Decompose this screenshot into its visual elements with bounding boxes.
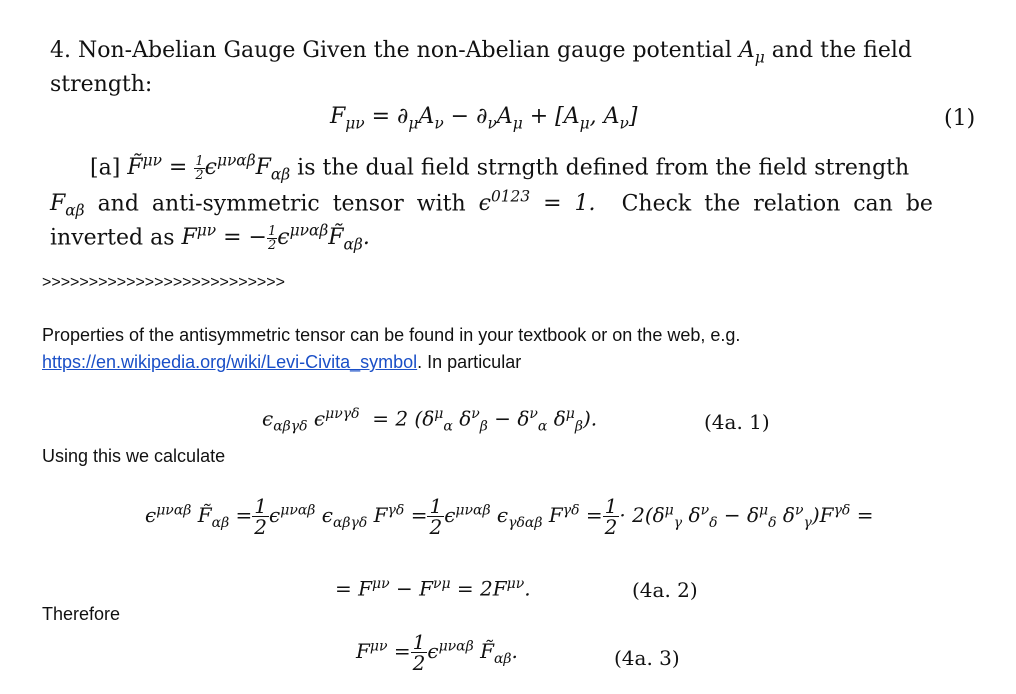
equation-4a3: $F^{\mu\nu}$ = $\frac{1}{2}$ $\epsilon^{\mu\nu\alpha\beta}$ $F̃_{\alpha\beta}$.: [356, 630, 518, 675]
equation-4a2-line2: = $F^{\mu\nu} - F^{\nu\mu} = 2F^{\mu\nu}$.: [335, 576, 531, 601]
problem-statement-line1: [50, 38, 912, 66]
equation-1: $F_{\mu\nu} = \partial_\mu A_\nu - \partial_\nu A_\mu + [A_\mu$, $A_\nu$]: [330, 104, 638, 133]
dual-field-definition: F̃$^{\mu\nu}$ = $\frac{1}{2}$ $\epsilon^{\mu\nu\alpha\beta}F_{\alpha\beta}$: [127, 152, 291, 184]
problem-heading: Non-Abelian Gauge: [78, 38, 296, 63]
levi-civita-link[interactable]: https://en.wikipedia.org/wiki/Levi-Civita_symbol: [42, 352, 418, 372]
equation-4a2-tag: (4a. 2): [632, 578, 698, 602]
part-a-label: [a]: [90, 155, 121, 181]
therefore-text: Therefore: [42, 604, 121, 624]
part-a-line3: [50, 222, 370, 254]
properties-line2: [42, 352, 521, 373]
equation-1-tag: (1): [944, 106, 976, 131]
problem-intro: Given the non-Abelian gauge potential: [302, 38, 732, 63]
part-a-text3: Check the relation can be: [621, 191, 933, 217]
gauge-potential-symbol: $A_\mu$: [738, 38, 765, 67]
problem-statement-line2: strength:: [50, 72, 153, 97]
equation-4a2-line1: $\epsilon^{\mu\nu\alpha\beta}$ $F̃_{\alpha\beta}$ = $\frac{1}{2}$ $\epsilon^{\mu\nu\alpha\beta}$ $\epsilon_{\alpha\beta\gamma\delta}$ $F^{\gamma\delta}$ = $\frac{1}{2}$ $\epsilon^{\mu\nu\alpha\beta}$ $\epsilon_{\gamma\delta\alpha\beta}$ $F^{\gamma\delta}$ = $\frac{1}{2}$ · $2(\delta^\mu_\gamma$ $\delta^\nu_\delta - \delta^\mu_\delta$ $\delta^\nu_\gamma)F^{\gamma\delta}$ =: [145, 494, 874, 539]
using-text: Using this we calculate: [42, 446, 226, 466]
after-link-text: . In particular: [417, 352, 522, 372]
answer-separator: >>>>>>>>>>>>>>>>>>>>>>>>>>: [42, 274, 285, 291]
problem-intro-tail: and the field: [771, 38, 912, 63]
equation-4a1: $\epsilon_{\alpha\beta\gamma\delta}$ $\epsilon^{\mu\nu\gamma\delta} = 2$ ($\delta^\mu_\alpha$ $\delta^\nu_\beta - \delta^\nu_\alpha$ $\delta^\mu_\beta$).: [262, 406, 598, 435]
part-a-text2: and anti-symmetric tensor with: [97, 191, 466, 217]
properties-line1: Properties of the antisymmetric tensor can be found in your textbook or on the web, e.g.: [42, 325, 741, 345]
field-strength-symbol: $F_{\alpha\beta}$: [50, 191, 85, 220]
part-a-line2: [50, 188, 933, 220]
part-a-text4: inverted as: [50, 225, 175, 251]
part-a-text1: is the dual field strngth defined from the field strength: [297, 155, 910, 181]
inverse-relation: $F^{\mu\nu}$ = − $\frac{1}{2}$ $\epsilon^{\mu\nu\alpha\beta}F̃_{\alpha\beta}$.: [181, 222, 370, 254]
epsilon-normalization: $\epsilon^{0123} = 1$.: [478, 188, 596, 217]
problem-number: 4.: [50, 38, 71, 63]
equation-4a1-tag: (4a. 1): [704, 410, 770, 434]
part-a-line1: [90, 152, 909, 184]
equation-4a3-tag: (4a. 3): [614, 646, 680, 670]
